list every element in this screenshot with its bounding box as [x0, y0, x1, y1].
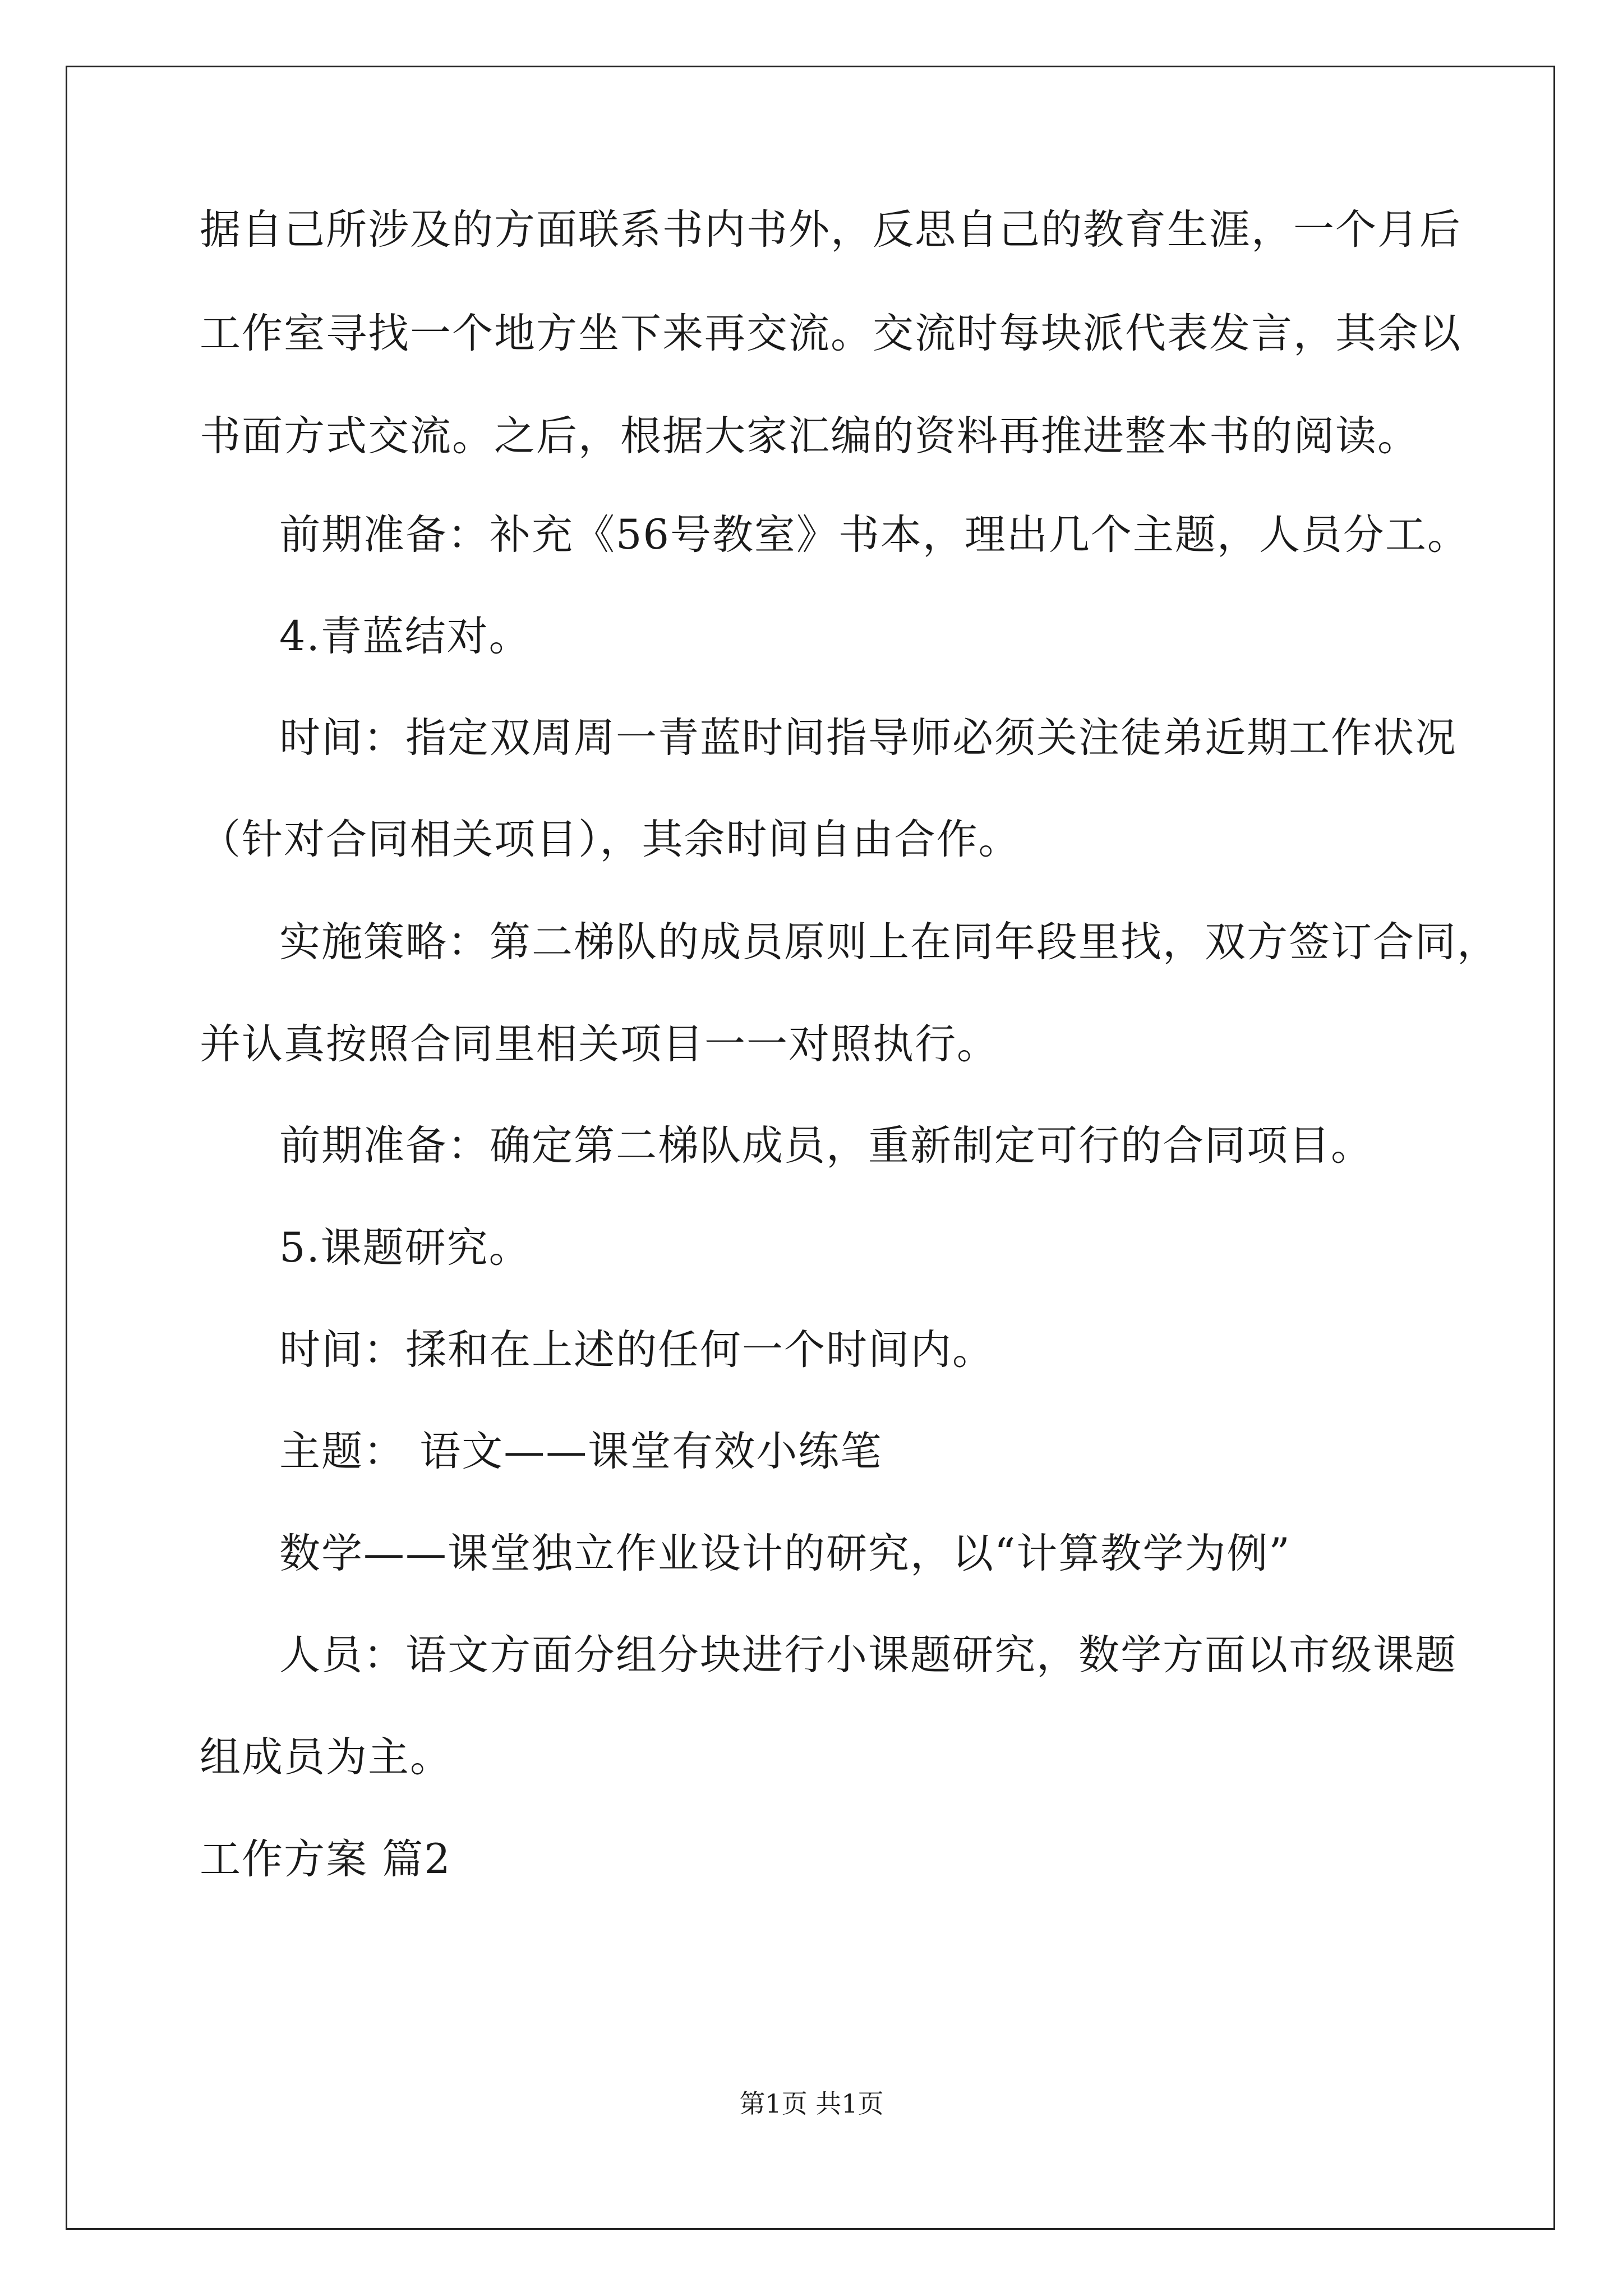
body-text-line: 书面方式交流。之后，根据大家汇编的资料再推进整本书的阅读。 — [200, 412, 1419, 460]
body-text-line: 主题： 语文——课堂有效小练笔 — [279, 1428, 883, 1475]
body-text-line: 据自己所涉及的方面联系书内书外，反思自己的教育生涯，一个月后 — [200, 206, 1461, 254]
section-heading: 5.课题研究。 — [279, 1224, 531, 1272]
body-text-line: 数学——课堂独立作业设计的研究，以“计算教学为例” — [279, 1530, 1291, 1577]
section-heading: 4.青蓝结对。 — [279, 613, 531, 660]
section-title: 工作方案 篇2 — [200, 1835, 451, 1883]
body-text-line: 工作室寻找一个地方坐下来再交流。交流时每块派代表发言，其余以 — [200, 310, 1461, 357]
body-text-line: 时间：揉和在上述的任何一个时间内。 — [279, 1326, 994, 1374]
body-text-line: （针对合同相关项目），其余时间自由合作。 — [200, 816, 1021, 863]
body-text-line: 前期准备：补充《56号教室》书本，理出几个主题，人员分工。 — [279, 511, 1469, 559]
body-text-line: 人员：语文方面分组分块进行小课题研究，数学方面以市级课题 — [279, 1631, 1457, 1679]
body-text-line: 并认真按照合同里相关项目一一对照执行。 — [200, 1020, 999, 1068]
body-text-line: 实施策略：第二梯队的成员原则上在同年段里找，双方签订合同， — [279, 918, 1499, 966]
body-text-line: 时间：指定双周周一青蓝时间指导师必须关注徒弟近期工作状况 — [279, 714, 1457, 762]
page-number-footer: 第1页 共1页 — [739, 2088, 884, 2119]
body-text-line: 组成员为主。 — [200, 1733, 452, 1781]
body-text-line: 前期准备：确定第二梯队成员，重新制定可行的合同项目。 — [279, 1122, 1373, 1170]
